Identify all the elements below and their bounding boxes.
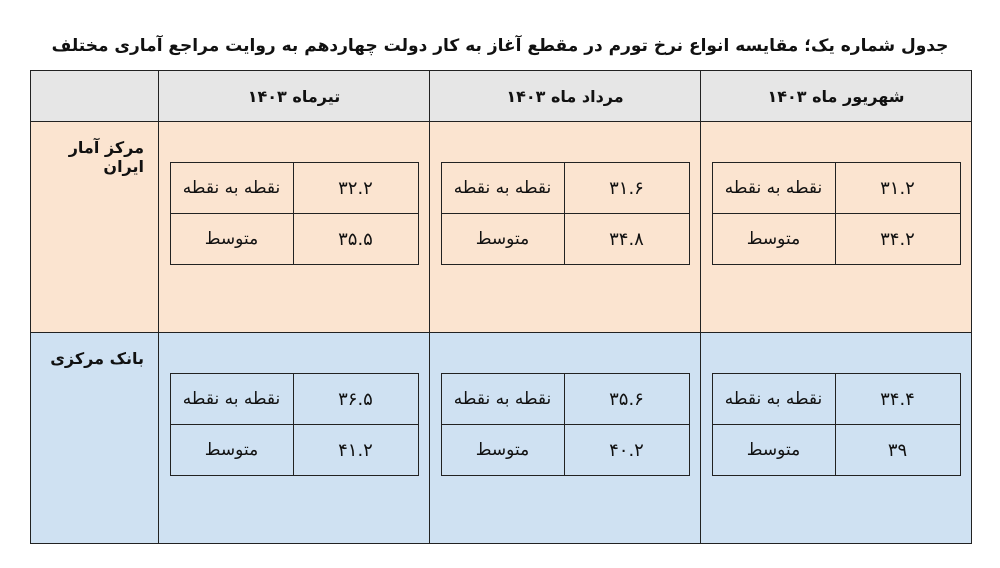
table-title: جدول شماره یک؛ مقایسه انواع نرخ تورم در مقطع آغاز به کار دولت چهاردهم به روایت مراجع آماری مختلف bbox=[51, 36, 949, 56]
cell-central-bank-shahrivar bbox=[701, 333, 972, 544]
row-label-statistical-center: مرکز آمار ایران bbox=[31, 122, 159, 333]
table-row-central-bank bbox=[31, 333, 972, 544]
point-to-point-label: نقطه به نقطه bbox=[441, 374, 564, 425]
point-to-point-value: ۳۵.۶ bbox=[564, 374, 689, 425]
rate-subtable bbox=[170, 373, 419, 476]
average-label: متوسط bbox=[170, 425, 293, 476]
point-to-point-value: ۳۱.۲ bbox=[835, 163, 960, 214]
point-to-point-label: نقطه به نقطه bbox=[712, 374, 835, 425]
average-label: متوسط bbox=[712, 425, 835, 476]
cell-statistical-center-tir bbox=[159, 122, 430, 333]
average-value: ۳۴.۸ bbox=[564, 214, 689, 265]
point-to-point-label: نقطه به نقطه bbox=[712, 163, 835, 214]
point-to-point-value: ۳۱.۶ bbox=[564, 163, 689, 214]
point-to-point-label: نقطه به نقطه bbox=[170, 374, 293, 425]
point-to-point-value: ۳۶.۵ bbox=[293, 374, 418, 425]
cell-central-bank-mordad bbox=[430, 333, 701, 544]
average-value: ۴۱.۲ bbox=[293, 425, 418, 476]
average-value: ۳۴.۲ bbox=[835, 214, 960, 265]
rate-subtable bbox=[441, 373, 690, 476]
column-header-shahrivar: شهریور ماه ۱۴۰۳ bbox=[701, 71, 972, 122]
table-row-statistical-center bbox=[31, 122, 972, 333]
point-to-point-label: نقطه به نقطه bbox=[170, 163, 293, 214]
column-header-mordad: مرداد ماه ۱۴۰۳ bbox=[430, 71, 701, 122]
cell-statistical-center-mordad bbox=[430, 122, 701, 333]
cell-statistical-center-shahrivar bbox=[701, 122, 972, 333]
point-to-point-value: ۳۲.۲ bbox=[293, 163, 418, 214]
average-value: ۴۰.۲ bbox=[564, 425, 689, 476]
point-to-point-label: نقطه به نقطه bbox=[441, 163, 564, 214]
rate-subtable bbox=[441, 162, 690, 265]
column-header-tir: تیرماه ۱۴۰۳ bbox=[159, 71, 430, 122]
inflation-comparison-table bbox=[30, 70, 972, 544]
average-label: متوسط bbox=[170, 214, 293, 265]
cell-central-bank-tir bbox=[159, 333, 430, 544]
average-value: ۳۹ bbox=[835, 425, 960, 476]
header-corner-cell bbox=[31, 71, 159, 122]
average-label: متوسط bbox=[441, 214, 564, 265]
header-row bbox=[31, 71, 972, 122]
rate-subtable bbox=[170, 162, 419, 265]
point-to-point-value: ۳۴.۴ bbox=[835, 374, 960, 425]
average-label: متوسط bbox=[712, 214, 835, 265]
row-label-central-bank: بانک مرکزی bbox=[31, 333, 159, 544]
average-label: متوسط bbox=[441, 425, 564, 476]
rate-subtable bbox=[712, 162, 961, 265]
average-value: ۳۵.۵ bbox=[293, 214, 418, 265]
rate-subtable bbox=[712, 373, 961, 476]
